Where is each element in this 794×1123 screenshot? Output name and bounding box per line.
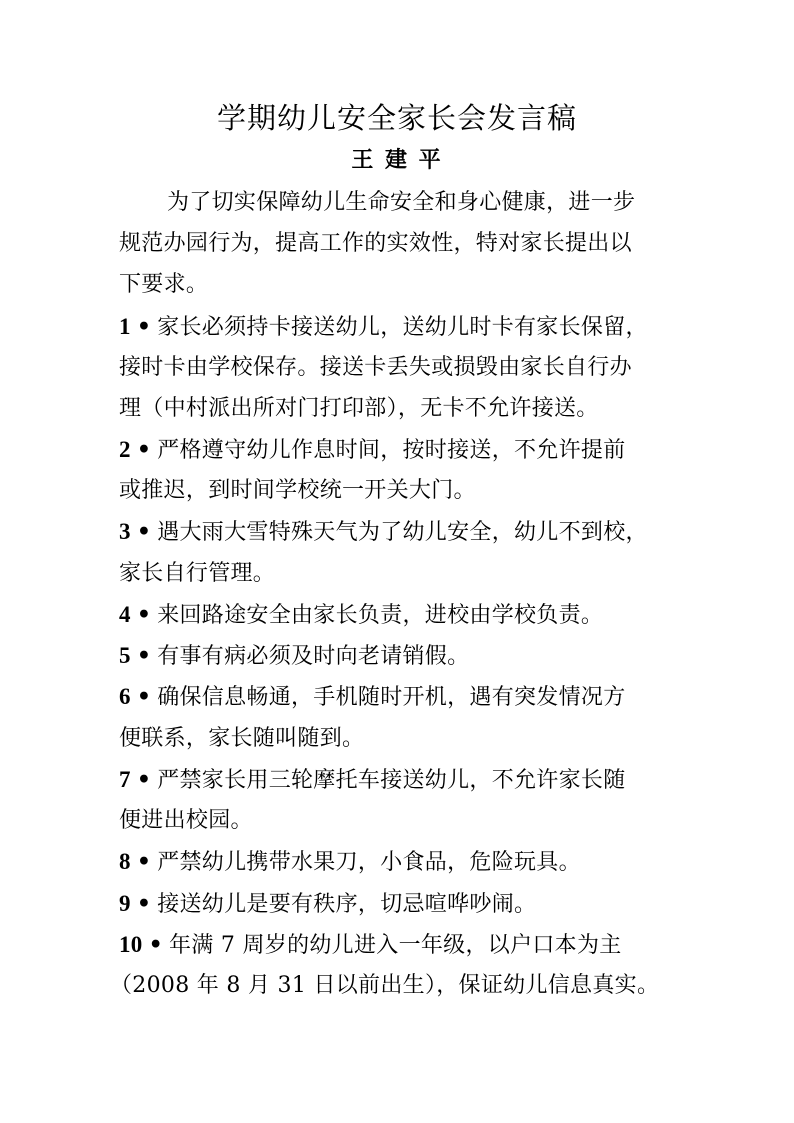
item-text: 接时卡由学校保存。接送卡丢失或损毁由家长自行办: [119, 355, 632, 380]
intro-line: 规范办园行为，提高工作的实效性，特对家长提出以: [119, 231, 632, 256]
list-item: [119, 762, 626, 799]
list-item: [119, 432, 626, 469]
list-item: [119, 514, 648, 551]
item-number: 2: [119, 437, 131, 462]
item-text: 有事有病必须及时向老请销假。: [157, 644, 470, 669]
item-number: 7: [119, 767, 131, 792]
bullet-icon: •: [136, 891, 152, 917]
bullet-icon: •: [136, 767, 152, 793]
list-item: [119, 679, 626, 716]
item-text: 严禁幼儿携带水果刀，小食品，危险玩具。: [157, 850, 581, 875]
list-item: [119, 886, 536, 923]
item-text: 理（中村派出所对门打印部），无卡不允许接送。: [119, 396, 599, 421]
document-title: 学期幼儿安全家长会发言稿: [216, 101, 577, 135]
list-item: [119, 638, 469, 675]
item-text: 家长自行管理。: [119, 561, 276, 586]
item-number: 6: [119, 684, 131, 709]
bullet-icon: •: [136, 314, 152, 340]
item-number: 10: [119, 932, 143, 957]
item-number: 4: [119, 602, 131, 627]
item-text: 接送幼儿是要有秩序，切忌喧哗吵闹。: [157, 892, 537, 917]
item-text: 来回路途安全由家长负责，进校由学校负责。: [157, 603, 604, 628]
list-item: [119, 309, 648, 346]
item-text: 严禁家长用三轮摩托车接送幼儿，不允许家长随: [157, 768, 626, 793]
bullet-icon: •: [136, 602, 152, 628]
list-item: [119, 597, 603, 634]
author-name: 王 建 平: [351, 147, 443, 173]
item-text: 遇大雨大雪特殊天气为了幼儿安全，幼儿不到校，: [157, 520, 648, 545]
bullet-icon: •: [148, 932, 163, 958]
item-text: 确保信息畅通，手机随时开机，遇有突发情况方: [157, 685, 626, 710]
bullet-icon: •: [136, 684, 152, 710]
list-item: [119, 844, 581, 881]
bullet-icon: •: [136, 437, 152, 463]
item-number: 5: [119, 643, 131, 668]
item-text: 便进出校园。: [119, 808, 253, 833]
item-number: 9: [119, 891, 131, 916]
item-text: 或推迟，到时间学校统一开关大门。: [119, 478, 476, 503]
intro-line: 下要求。: [119, 272, 209, 297]
item-number: 1: [119, 314, 131, 339]
item-text: 年满 7 周岁的幼儿进入一年级，以户口本为主: [168, 933, 622, 958]
item-number: 8: [119, 849, 131, 874]
item-text: 严格遵守幼儿作息时间，按时接送，不允许提前: [157, 438, 626, 463]
item-text: 便联系，家长随叫随到。: [119, 726, 365, 751]
bullet-icon: •: [136, 643, 152, 669]
item-text: 家长必须持卡接送幼儿，送幼儿时卡有家长保留，: [157, 315, 648, 340]
intro-line: 为了切实保障幼儿生命安全和身心健康，进一步: [167, 190, 636, 215]
bullet-icon: •: [136, 849, 152, 875]
item-text: （2008 年 8 月 31 日以前出生），保证幼儿信息真实。: [110, 973, 660, 998]
bullet-icon: •: [136, 519, 152, 545]
item-number: 3: [119, 519, 131, 544]
list-item: [119, 927, 622, 964]
